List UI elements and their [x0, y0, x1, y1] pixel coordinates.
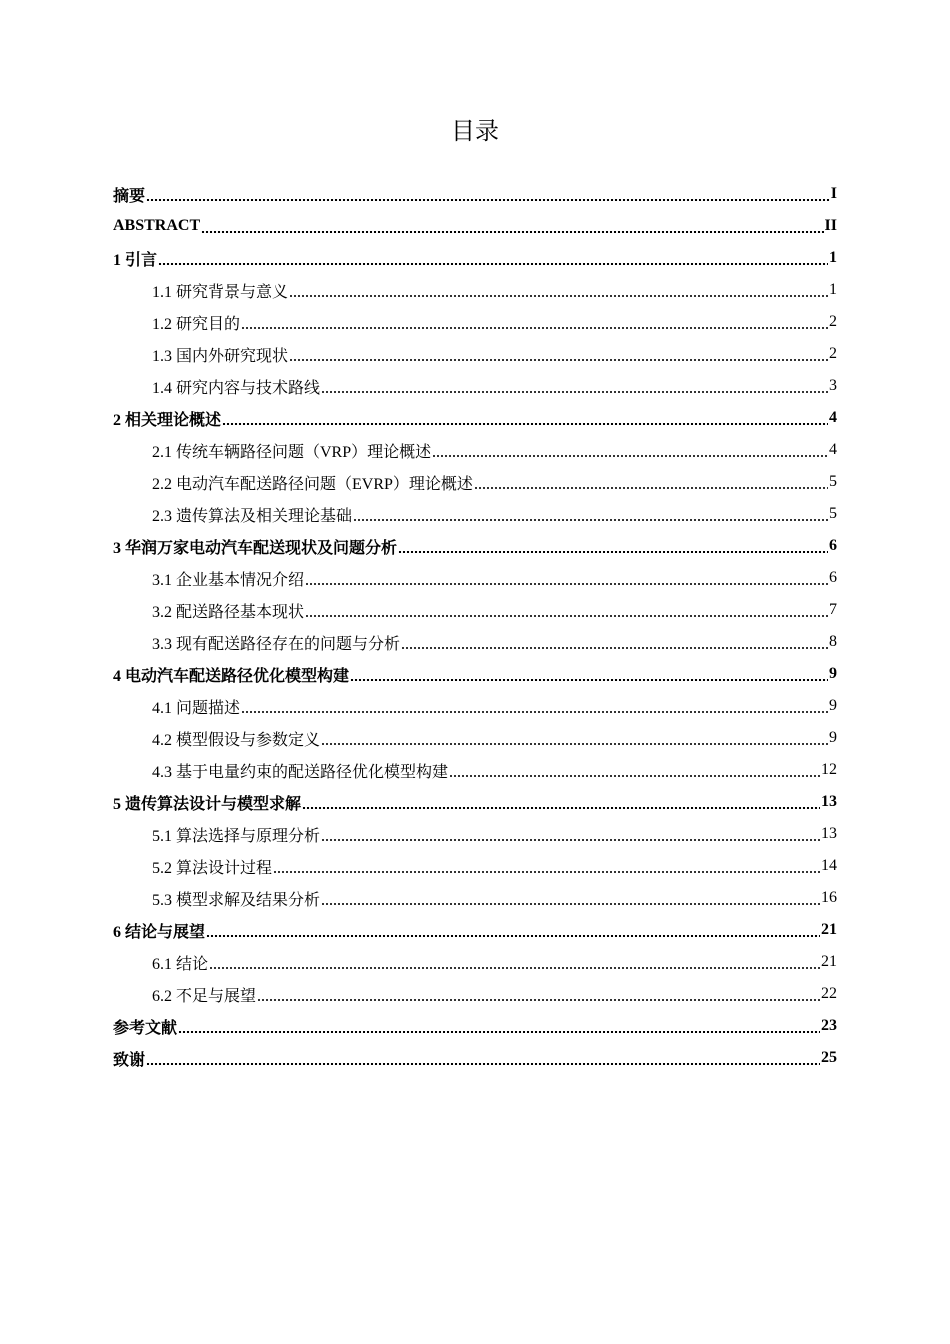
toc-page-number: 4 [829, 441, 837, 458]
toc-page-number: 22 [821, 985, 837, 1002]
toc-entry-label: 5.3 模型求解及结果分析 [152, 891, 321, 909]
dot-leader [302, 807, 820, 809]
toc-section-entry[interactable] [113, 274, 837, 306]
dot-leader [158, 263, 828, 265]
toc-entry-label: 摘要 [113, 187, 146, 205]
toc-chapter-entry[interactable] [113, 402, 837, 434]
toc-chapter-entry[interactable] [113, 1010, 837, 1042]
toc-entry-label: 致谢 [113, 1051, 146, 1069]
toc-entry-label: 4.2 模型假设与参数定义 [152, 731, 321, 749]
toc-page-number: 5 [829, 473, 837, 490]
toc-page-number: 16 [821, 889, 837, 906]
toc-entry-label: 1 引言 [113, 251, 158, 269]
toc-section-entry[interactable] [113, 690, 837, 722]
toc-section-entry[interactable] [113, 978, 837, 1010]
toc-page-number: II [824, 217, 837, 234]
toc-page-number: 8 [829, 633, 837, 650]
toc-section-entry[interactable] [113, 370, 837, 402]
dot-leader [401, 647, 828, 649]
toc-entry-label: 2.1 传统车辆路径问题（VRP）理论概述 [152, 443, 432, 461]
toc-entry-label: 1.2 研究目的 [152, 315, 241, 333]
toc-page-number: 4 [829, 409, 837, 426]
toc-page-number: 2 [829, 313, 837, 330]
toc-page-number: 21 [821, 921, 837, 938]
toc-entry-label: 6 结论与展望 [113, 923, 206, 941]
toc-entry-label: 4.3 基于电量约束的配送路径优化模型构建 [152, 763, 449, 781]
dot-leader [206, 935, 820, 937]
toc-section-entry[interactable] [113, 754, 837, 786]
toc-page-number: 25 [821, 1049, 837, 1066]
dot-leader [289, 359, 828, 361]
toc-section-entry[interactable] [113, 498, 837, 530]
toc-entry-label: ABSTRACT [113, 217, 201, 234]
toc-page-number: 7 [829, 601, 837, 618]
toc-chapter-entry[interactable] [113, 658, 837, 690]
toc-chapter-entry[interactable] [113, 242, 837, 274]
toc-page-number: 5 [829, 505, 837, 522]
toc-page-number: 21 [821, 953, 837, 970]
toc-page-number: 1 [829, 249, 837, 266]
toc-chapter-entry[interactable] [113, 914, 837, 946]
dot-leader [350, 679, 828, 681]
dot-leader [321, 743, 828, 745]
toc-chapter-entry[interactable] [113, 178, 837, 210]
dot-leader [146, 199, 830, 201]
toc-page-number: I [830, 185, 837, 202]
toc-page-number: 12 [821, 761, 837, 778]
toc-section-entry[interactable] [113, 946, 837, 978]
toc-entry-label: 1.3 国内外研究现状 [152, 347, 289, 365]
dot-leader [289, 295, 828, 297]
toc-section-entry[interactable] [113, 306, 837, 338]
toc-entry-label: 3.1 企业基本情况介绍 [152, 571, 305, 589]
toc-chapter-entry[interactable] [113, 530, 837, 562]
toc-entry-label: 参考文献 [113, 1019, 178, 1037]
toc-entry-label: 4.1 问题描述 [152, 699, 241, 717]
dot-leader [257, 999, 820, 1001]
toc-entry-label: 2 相关理论概述 [113, 411, 222, 429]
toc-section-entry[interactable] [113, 434, 837, 466]
toc-entry-label: 5.2 算法设计过程 [152, 859, 273, 877]
toc-section-entry[interactable] [113, 850, 837, 882]
dot-leader [209, 967, 820, 969]
toc-page-number: 23 [821, 1017, 837, 1034]
dot-leader [398, 551, 828, 553]
toc-chapter-entry[interactable] [113, 1042, 837, 1074]
page-title: 目录 [451, 117, 499, 145]
toc-section-entry[interactable] [113, 338, 837, 370]
toc-page-number: 9 [829, 729, 837, 746]
dot-leader [305, 615, 828, 617]
toc-entry-label: 5 遗传算法设计与模型求解 [113, 795, 302, 813]
toc-page-number: 6 [829, 537, 837, 554]
dot-leader [222, 423, 828, 425]
toc-section-entry[interactable] [113, 594, 837, 626]
dot-leader [321, 839, 820, 841]
toc-entry-label: 3.3 现有配送路径存在的问题与分析 [152, 635, 401, 653]
dot-leader [273, 871, 820, 873]
toc-entry-label: 3.2 配送路径基本现状 [152, 603, 305, 621]
toc-section-entry[interactable] [113, 562, 837, 594]
toc-entry-label: 5.1 算法选择与原理分析 [152, 827, 321, 845]
toc-entry-label: 2.3 遗传算法及相关理论基础 [152, 507, 353, 525]
toc-section-entry[interactable] [113, 722, 837, 754]
dot-leader [353, 519, 828, 521]
toc-page-number: 9 [829, 665, 837, 682]
toc-chapter-entry[interactable] [113, 786, 837, 818]
toc-page-number: 3 [829, 377, 837, 394]
dot-leader [146, 1063, 820, 1065]
dot-leader [321, 903, 820, 905]
toc-entry-label: 1.1 研究背景与意义 [152, 283, 289, 301]
dot-leader [474, 487, 828, 489]
toc-page-number: 2 [829, 345, 837, 362]
toc-page-number: 13 [821, 825, 837, 842]
table-of-contents [113, 178, 837, 1074]
toc-section-entry[interactable] [113, 466, 837, 498]
toc-entry-label: 3 华润万家电动汽车配送现状及问题分析 [113, 539, 398, 557]
dot-leader [432, 455, 828, 457]
toc-page-number: 6 [829, 569, 837, 586]
toc-page-number: 9 [829, 697, 837, 714]
toc-chapter-entry[interactable] [113, 210, 837, 242]
dot-leader [241, 327, 828, 329]
dot-leader [321, 391, 828, 393]
toc-section-entry[interactable] [113, 626, 837, 658]
dot-leader [305, 583, 828, 585]
toc-entry-label: 6.2 不足与展望 [152, 987, 257, 1005]
toc-page-number: 1 [829, 281, 837, 298]
toc-entry-label: 1.4 研究内容与技术路线 [152, 379, 321, 397]
toc-section-entry[interactable] [113, 818, 837, 850]
dot-leader [241, 711, 828, 713]
toc-page-number: 14 [821, 857, 837, 874]
dot-leader [201, 231, 823, 233]
toc-entry-label: 2.2 电动汽车配送路径问题（EVRP）理论概述 [152, 475, 473, 493]
toc-section-entry[interactable] [113, 882, 837, 914]
toc-page-number: 13 [821, 793, 837, 810]
dot-leader [178, 1031, 820, 1033]
toc-entry-label: 6.1 结论 [152, 955, 209, 973]
dot-leader [449, 775, 820, 777]
toc-entry-label: 4 电动汽车配送路径优化模型构建 [113, 667, 350, 685]
